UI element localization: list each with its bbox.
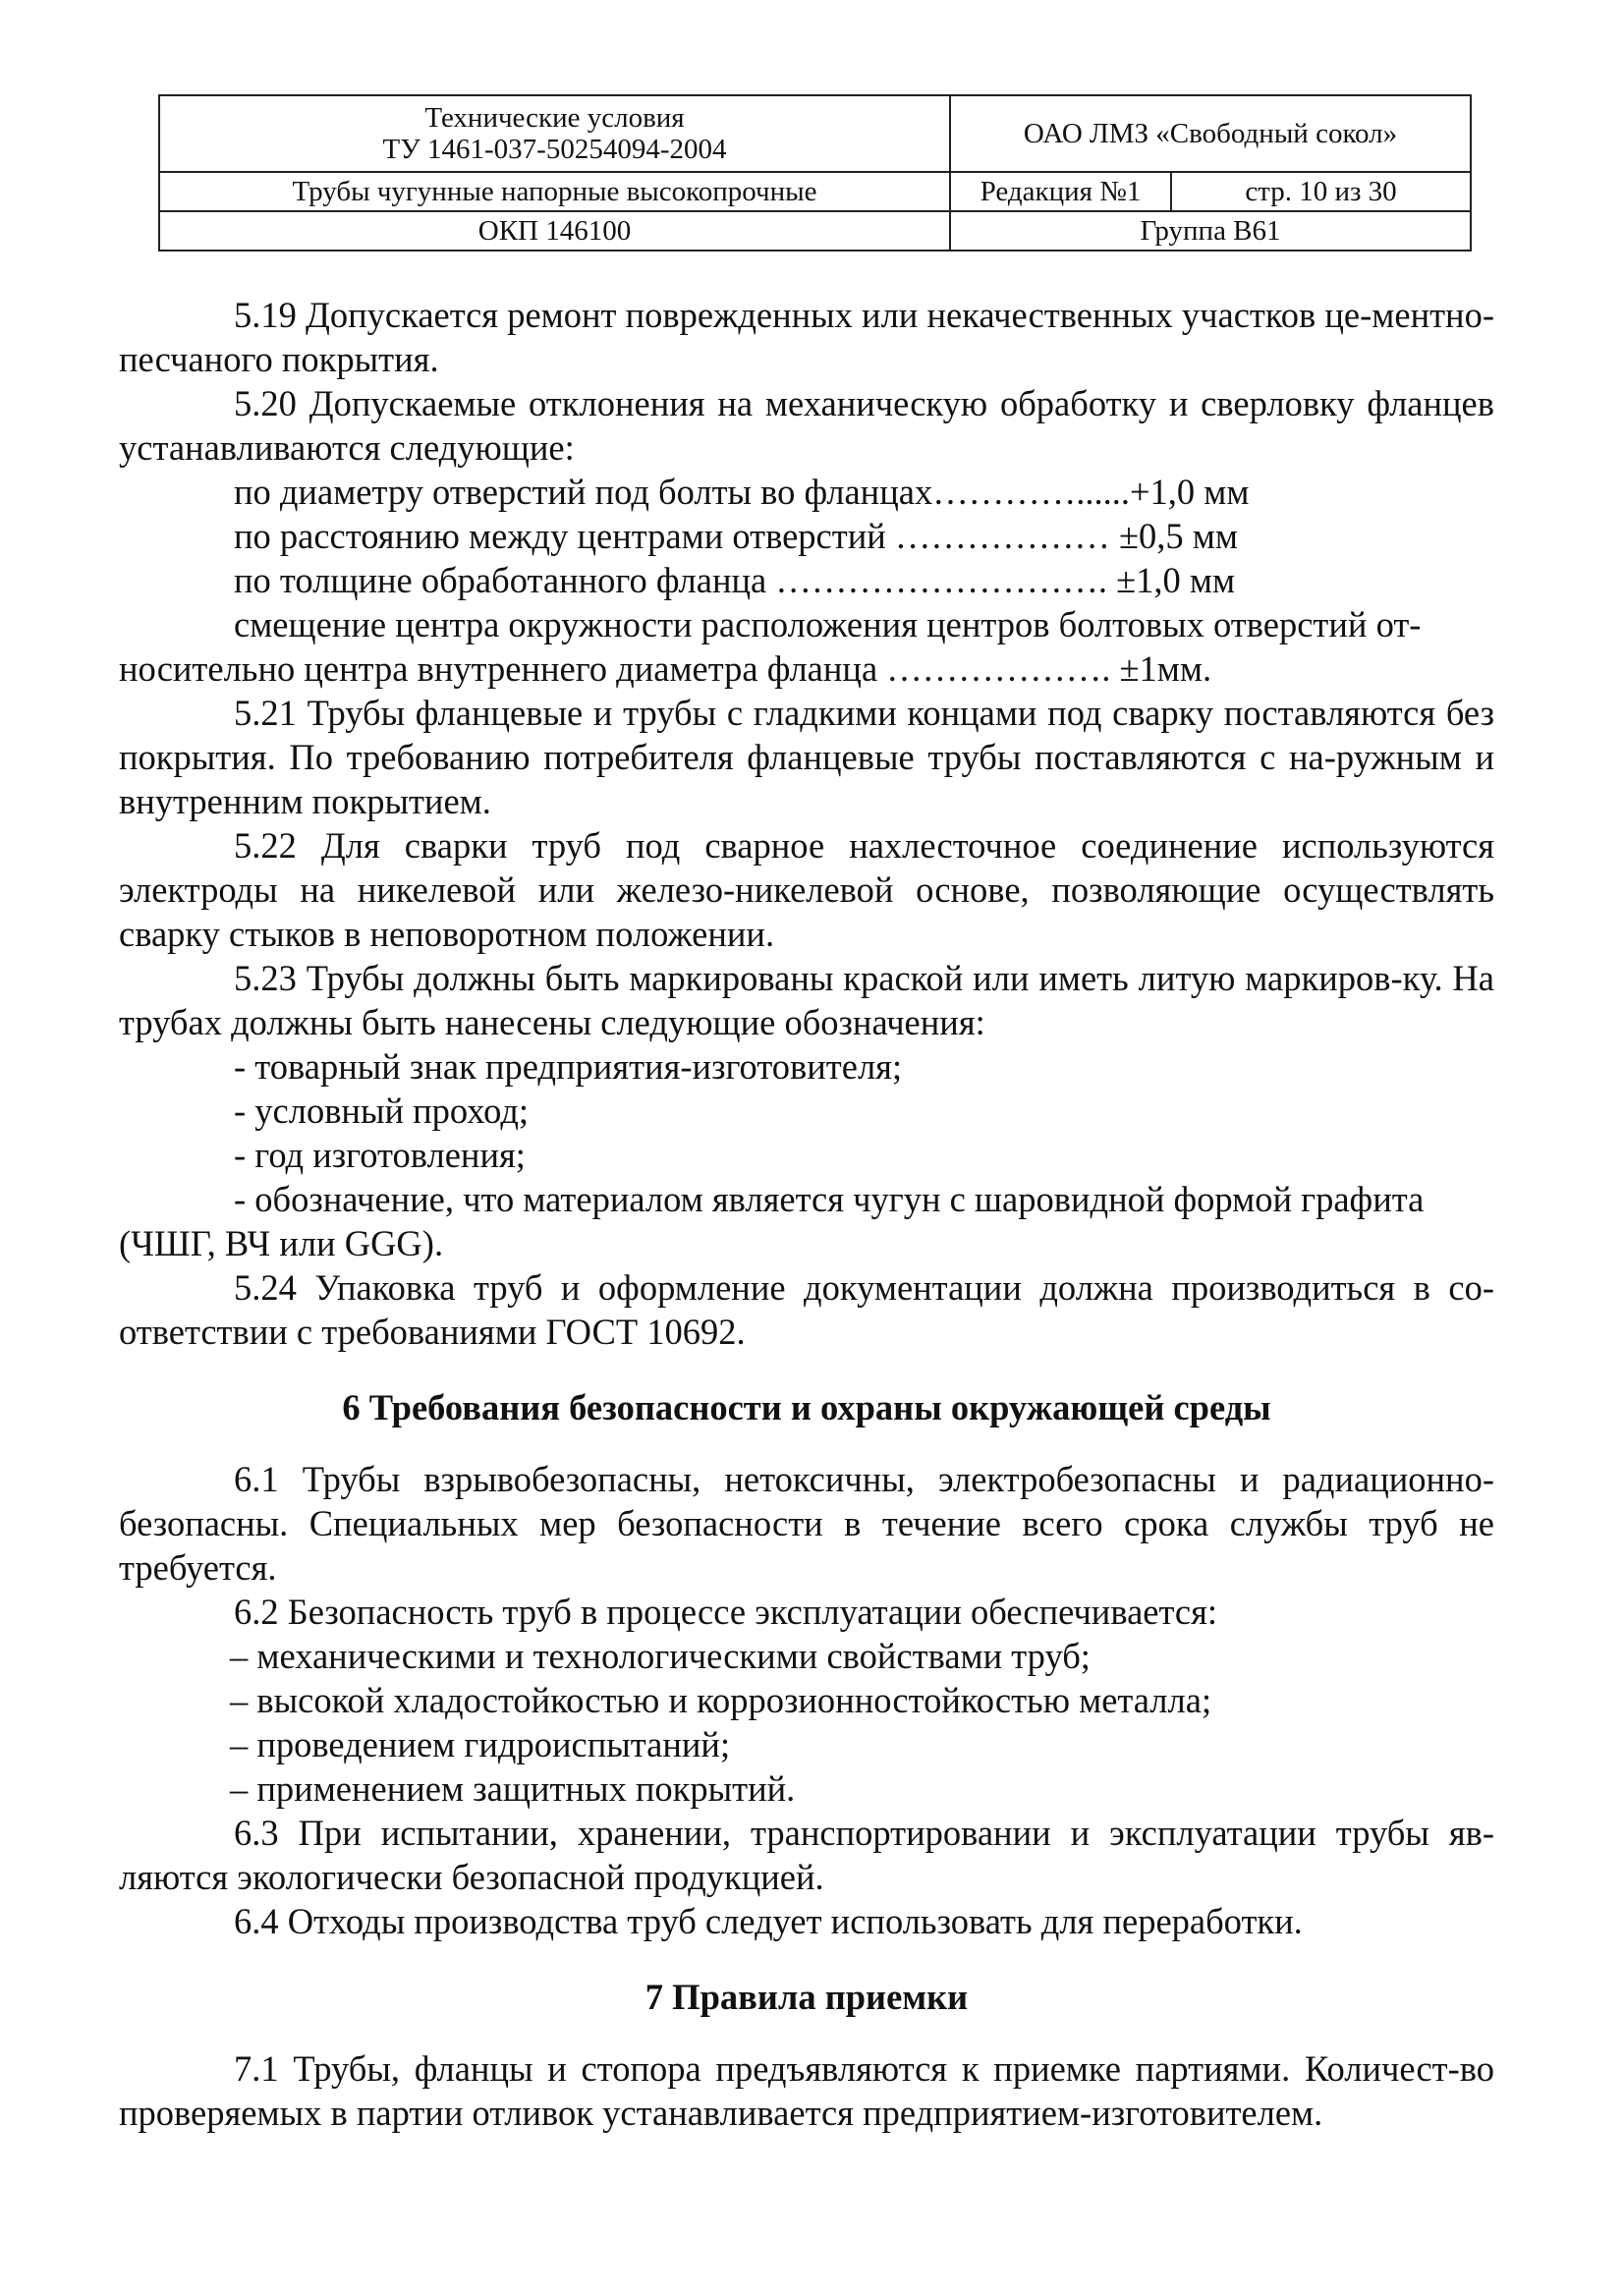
header-edition: Редакция №1 xyxy=(950,172,1171,211)
paragraph-5-22: 5.22 Для сварки труб под сварное нахлесточное соединение используются электроды на никелевой или железо-никелевой основе, позволяющие осуществлять сварку стыков в неповоротном положении. xyxy=(119,825,1494,954)
paragraph-5-19: 5.19 Допускается ремонт поврежденных или некачественных участков це-ментно-песчаного покрытия. xyxy=(119,295,1494,379)
header-doc-type: Технические условия xyxy=(424,102,685,134)
paragraph-5-20: 5.20 Допускаемые отклонения на механическую обработку и сверловку фланцев устанавливаются следующие: xyxy=(119,383,1494,468)
paragraph-6-4: 6.4 Отходы производства труб следует использовать для переработки. xyxy=(234,1901,1303,1941)
paragraph-5-23: 5.23 Трубы должны быть маркированы краской или иметь литую маркиров-ку. На трубах должны быть нанесены следующие обозначения: xyxy=(119,958,1494,1042)
safety-item-2: – высокой хладостойкостью и коррозионностойкостью металла; xyxy=(230,1680,1212,1720)
paragraph-6-2: 6.2 Безопасность труб в процессе эксплуатации обеспечивается: xyxy=(234,1592,1218,1632)
document-body xyxy=(119,293,1494,2135)
tolerance-line-3: по толщине обработанного фланца ………………………. ±1,0 мм xyxy=(234,560,1236,600)
paragraph-7-1: 7.1 Трубы, фланцы и стопора предъявляются к приемке партиями. Количест-во проверяемых в партии отливок устанавливается предприятием-изготовителем. xyxy=(119,2048,1494,2133)
tolerance-line-1: по диаметру отверстий под болты во фланцах…………......+1,0 мм xyxy=(234,472,1250,512)
marking-item-3: - год изготовления; xyxy=(234,1135,526,1175)
paragraph-6-1: 6.1 Трубы взрывобезопасны, нетоксичны, электробезопасны и радиационно-безопасны. Специальных мер безопасности в течение всего срока службы труб не требуется. xyxy=(119,1459,1494,1588)
header-page-number: стр. 10 из 30 xyxy=(1171,172,1471,211)
marking-item-4-continued: (ЧШГ, ВЧ или GGG). xyxy=(119,1223,444,1263)
marking-item-1: - товарный знак предприятия-изготовителя; xyxy=(234,1046,903,1087)
tolerance-line-4-continued: носительно центра внутреннего диаметра фланца ………………. ±1мм. xyxy=(119,648,1212,689)
header-doc-number: ТУ 1461-037-50254094-2004 xyxy=(382,134,727,165)
header-spec-cell xyxy=(159,95,950,172)
safety-item-1: – механическими и технологическими свойствами труб; xyxy=(230,1636,1091,1676)
marking-item-4: - обозначение, что материалом является чугун с шаровидной формой графита xyxy=(234,1179,1425,1219)
header-product: Трубы чугунные напорные высокопрочные xyxy=(159,172,950,211)
tolerance-line-4: смещение центра окружности расположения центров болтовых отверстий от- xyxy=(234,604,1422,644)
header-okp: ОКП 146100 xyxy=(159,211,950,251)
paragraph-5-24: 5.24 Упаковка труб и оформление документации должна производиться в со-ответствии с требованиями ГОСТ 10692. xyxy=(119,1267,1494,1352)
tolerance-line-2: по расстоянию между центрами отверстий ……………… ±0,5 мм xyxy=(234,516,1238,556)
safety-item-4: – применением защитных покрытий. xyxy=(230,1768,796,1809)
section-6-heading: 6 Требования безопасности и охраны окружающей среды xyxy=(342,1387,1271,1427)
safety-item-3: – проведением гидроиспытаний; xyxy=(230,1724,731,1764)
section-7-heading: 7 Правила приемки xyxy=(644,1977,969,2017)
paragraph-5-21: 5.21 Трубы фланцевые и трубы с гладкими концами под сварку поставляются без покрытия. По требованию потребителя фланцевые трубы поставляются с на-ружным и внутренним покрытием. xyxy=(119,693,1494,821)
marking-item-2: - условный проход; xyxy=(234,1091,530,1131)
header-company: ОАО ЛМЗ «Свободный сокол» xyxy=(950,95,1471,172)
header-table xyxy=(158,94,1472,252)
header-group: Группа В61 xyxy=(950,211,1471,251)
paragraph-6-3: 6.3 При испытании, хранении, транспортировании и эксплуатации трубы яв-ляются экологически безопасной продукцией. xyxy=(119,1813,1494,1897)
